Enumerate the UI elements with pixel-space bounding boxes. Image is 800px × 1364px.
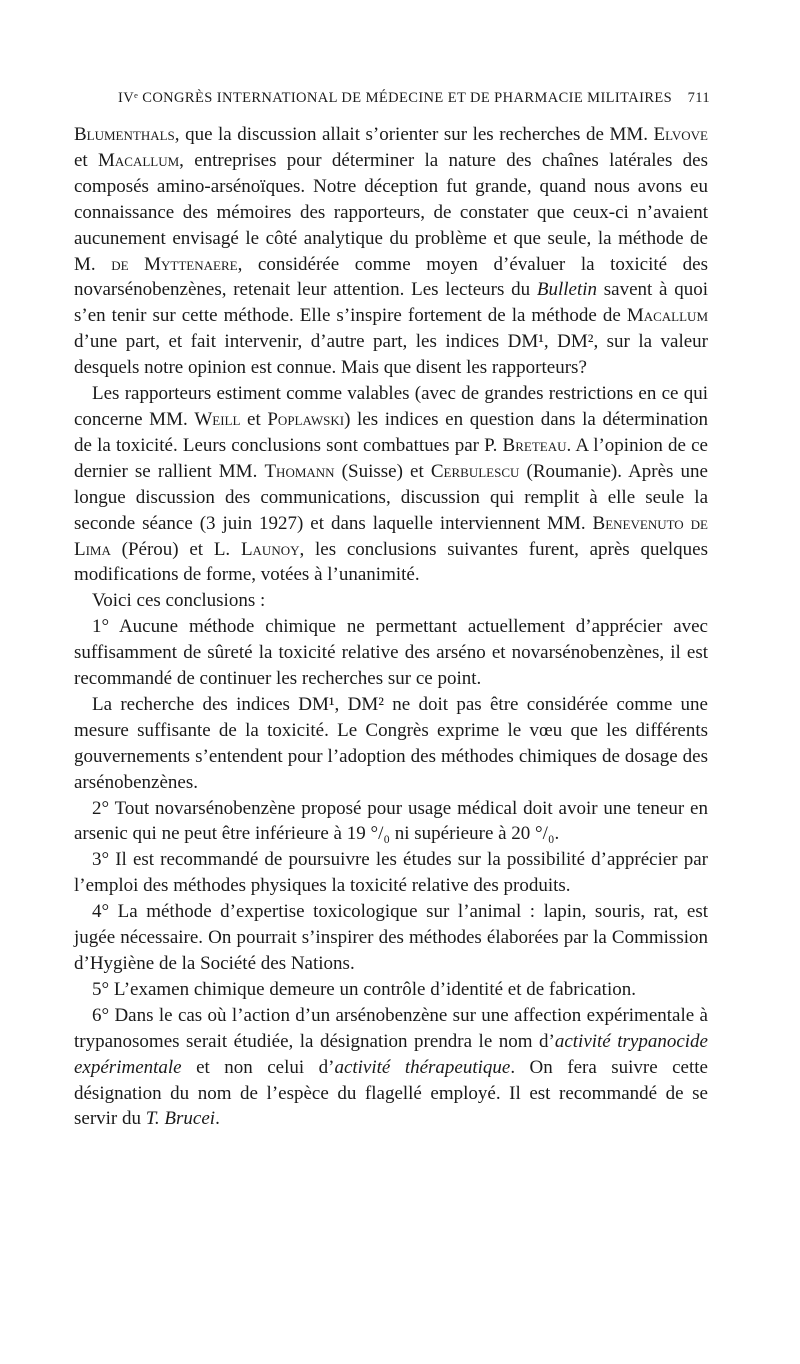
text-run: (Roumanie). Après une longue discussion des communications, discussion qui remplit à elle seule la seconde séance (3 juin 1927) et dans laquelle interviennent MM. bbox=[74, 460, 708, 534]
species-name: T. Brucei bbox=[145, 1108, 216, 1130]
paragraph-1 bbox=[74, 122, 708, 381]
running-head bbox=[118, 90, 710, 107]
conclusion-4: 4° La méthode d’expertise toxicologique sur l’animal : lapin, souris, rat, est jugée nécessaire. On pourrait s’inspirer des méthodes élaborées par la Commission d’Hygiène de la Société des Nations. bbox=[74, 901, 708, 974]
author-name: Breteau bbox=[502, 434, 567, 456]
text-run: et bbox=[240, 408, 268, 430]
author-name: Elvove bbox=[653, 124, 708, 145]
conclusion-5: 5° L’examen chimique demeure un contrôle d’identité et de fabrication. bbox=[92, 978, 636, 1000]
journal-title: Bulletin bbox=[536, 279, 598, 301]
text-run: ) les indices en question dans la détermination de la toxicité. Leurs conclusions sont combattues par P. bbox=[74, 408, 708, 456]
text-run: , que la discussion allait s’orienter sur les recherches de MM. bbox=[174, 124, 654, 145]
text-run: et bbox=[74, 149, 98, 171]
conclusion-2: 2° Tout novarsénobenzène proposé pour usage médical doit avoir une teneur en arsenic qui ne peut être inférieure à 19 °/₀ ni supérieure à 20 °/₀. bbox=[74, 797, 708, 845]
text-run: savent à quoi s’en tenir sur cette méthode. Elle s’inspire fortement de la méthode de bbox=[74, 279, 708, 327]
author-name: de Myttenaere bbox=[111, 253, 238, 275]
text-run: (Pérou) et L. bbox=[110, 538, 241, 560]
text-run: Les rapporteurs estiment comme valables (avec de grandes restrictions en ce qui concerne MM. bbox=[74, 383, 708, 430]
text-run: (Suisse) et bbox=[334, 460, 431, 482]
text-run: et non celui d’ bbox=[181, 1056, 335, 1078]
author-name: Weill bbox=[194, 408, 241, 430]
conclusion-3: 3° Il est recommandé de poursuivre les études sur la possibilité d’apprécier par l’emploi des méthodes physiques la toxicité relative des produits. bbox=[74, 849, 708, 897]
conclusion-1-note: La recherche des indices DM¹, DM² ne doit pas être considérée comme une mesure suffisante de la toxicité. Le Congrès exprime le vœu que les différents gouvernements s’entendent pour l’adoption des méthodes chimiques de dosage des arsénobenzènes. bbox=[74, 693, 708, 793]
author-name: Macallum bbox=[98, 149, 180, 171]
italic-term: activité thérapeutique bbox=[334, 1056, 511, 1078]
paragraph-2 bbox=[74, 381, 708, 588]
paragraph-3: Voici ces conclusions : bbox=[92, 590, 266, 612]
italic-term: activité trypanocide expérimentale bbox=[74, 1030, 708, 1078]
conclusion-6 bbox=[74, 1003, 708, 1133]
author-name: Cerbulescu bbox=[430, 460, 520, 482]
text-run: . bbox=[215, 1108, 220, 1130]
text-run: 6° Dans le cas où l’action d’un arsénobenzène sur une affection expérimentale à trypanosomes serait étudiée, la désignation prendra le nom d’ bbox=[74, 1004, 708, 1052]
text-run: . A l’opinion de ce dernier se rallient MM. bbox=[74, 434, 708, 482]
text-run: , considérée comme moyen d’évaluer la toxicité des novarsénobenzènes, retenait leur attention. Les lecteurs du bbox=[74, 253, 708, 301]
body-text bbox=[74, 122, 708, 1132]
running-head-title: IVᵉ CONGRÈS INTERNATIONAL DE MÉDECINE ET DE PHARMACIE MILITAIRES bbox=[118, 90, 673, 106]
author-name: Benevenuto de Lima bbox=[74, 512, 708, 560]
text-run: , entreprises pour déterminer la nature des chaînes latérales des composés amino-arsénoïques. Notre déception fut grande, quand nous avons eu connaissance des mémoires des rapporteurs, de constater que ceux-ci n’avaient aucunement envisagé le côté analytique du problème et que seule, la méthode de M. bbox=[74, 149, 708, 275]
text-run: d’une part, et fait intervenir, d’autre part, les indices DM¹, DM², sur la valeur desquels notre opinion est connue. Mais que disent les rapporteurs? bbox=[74, 331, 708, 379]
author-name: Launoy bbox=[240, 538, 300, 560]
author-name: Macallum bbox=[626, 305, 708, 327]
page-number: 711 bbox=[687, 90, 710, 106]
author-name: Blumenthals bbox=[74, 124, 175, 145]
text-run: . On fera suivre cette désignation du nom de l’espèce du flagellé employé. Il est recommandé de se servir du bbox=[74, 1056, 708, 1130]
author-name: Thomann bbox=[264, 460, 335, 482]
text-run: , les conclusions suivantes furent, après quelques modifications de forme, votées à l’unanimité. bbox=[74, 538, 708, 586]
conclusion-1: 1° Aucune méthode chimique ne permettant actuellement d’apprécier avec suffisamment de sûreté la toxicité relative des arséno et novarsénobenzènes, il est recommandé de continuer les recherches sur ce point. bbox=[74, 616, 708, 690]
author-name: Poplawski bbox=[267, 408, 345, 430]
